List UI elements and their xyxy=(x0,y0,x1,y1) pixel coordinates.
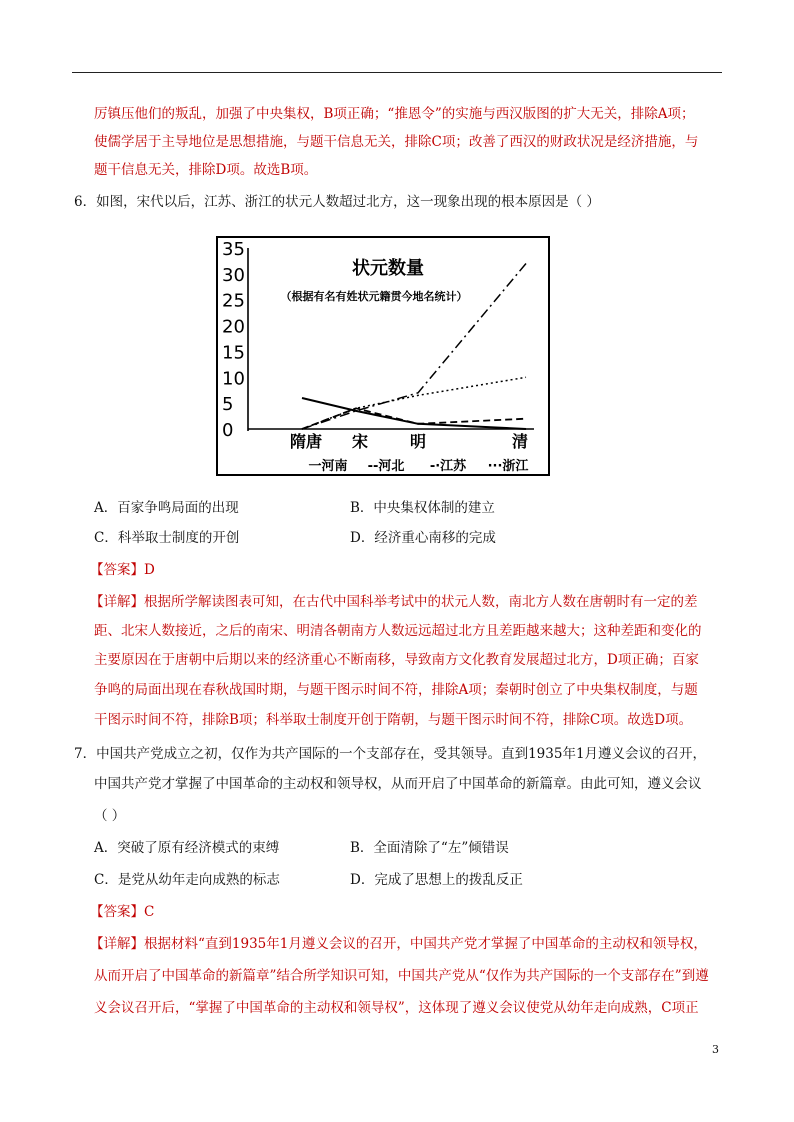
series-line-江苏 xyxy=(302,264,526,430)
y-tick-label: 25 xyxy=(222,290,245,312)
series-line-河南 xyxy=(302,398,526,429)
q6-answer-label: 【答案】 xyxy=(90,562,144,578)
q7-stem-line-1: 7．中国共产党成立之初，仅作为共产国际的一个支部存在，受其领导。直到1935年1月遵义会议的召开， xyxy=(74,746,707,762)
x-tick-label: 清 xyxy=(511,432,529,451)
q7-explain-line-3: 义会议召开后，“掌握了中国革命的主动权和领导权”，这体现了遵义会议使党从幼年走向成熟，C项正 xyxy=(94,1000,699,1016)
y-tick-label: 35 xyxy=(222,239,245,260)
x-tick-label: 明 xyxy=(409,432,427,451)
q6-explain-line-2: 距、北宋人数接近，之后的南宋、明清各朝南方人数远远超过北方且差距越来越大；这种差距和变化的 xyxy=(94,623,702,639)
x-tick-label: 隋唐 xyxy=(289,432,323,451)
q6-answer xyxy=(90,560,155,580)
q6-option-b: B．中央集权体制的建立 xyxy=(350,500,495,516)
prev-explain-line-3: 题干信息无关，排除D项。故选B项。 xyxy=(94,162,318,178)
q6-stem: 6．如图，宋代以后，江苏、浙江的状元人数超过北方，这一现象出现的根本原因是（ ） xyxy=(74,194,600,210)
q6-explain-line-3: 主要原因在于唐朝中后期以来的经济重心不断南移，导致南方文化教育发展超过北方，D项正确；百家 xyxy=(94,652,699,668)
q7-explain-line-1: 【详解】根据材料“直到1935年1月遵义会议的召开，中国共产党才掌握了中国革命的主动权和领导权， xyxy=(90,936,707,952)
q6-explain-line-1: 【详解】根据所学解读图表可知，在古代中国科举考试中的状元人数，南北方人数在唐朝时有一定的差 xyxy=(90,594,698,610)
chart-title: 状元数量 xyxy=(352,258,424,279)
q7-stem-line-3: （ ） xyxy=(94,808,126,824)
legend-entry-浙江: ···浙江 xyxy=(487,459,529,474)
legend-entry-河北: --河北 xyxy=(367,459,405,474)
y-tick-label: 10 xyxy=(222,368,245,390)
q6-option-a: A．百家争鸣局面的出现 xyxy=(94,500,239,516)
y-tick-label: 30 xyxy=(222,264,245,286)
q6-answer-value: D xyxy=(144,562,155,578)
q6-explain-line-4: 争鸣的局面出现在春秋战国时期，与题干图示时间不符，排除A项；秦朝时创立了中央集权制度，与题 xyxy=(94,682,698,698)
q7-option-d: D．完成了思想上的拨乱反正 xyxy=(350,872,523,888)
q6-option-c: C．科举取士制度的开创 xyxy=(94,530,240,546)
y-tick-label: 20 xyxy=(222,316,245,338)
q7-answer xyxy=(90,902,154,922)
y-tick-label: 0 xyxy=(222,420,234,441)
chart-subtitle: （根据有名有姓状元籍贯今地名统计） xyxy=(280,290,468,303)
y-tick-label: 5 xyxy=(222,394,234,416)
q7-answer-label: 【答案】 xyxy=(90,904,144,920)
q7-answer-value: C xyxy=(144,904,155,920)
series-line-浙江 xyxy=(302,377,526,429)
y-tick-label: 15 xyxy=(222,342,245,364)
page-number: 3 xyxy=(712,1043,719,1056)
prev-explain-line-1: 厉镇压他们的叛乱，加强了中央集权，B项正确；“推恩令”的实施与西汉版图的扩大无关，排除A项； xyxy=(94,106,695,122)
series-line-河北 xyxy=(302,408,526,429)
prev-explain-line-2: 使儒学居于主导地位是思想措施，与题干信息无关，排除C项；改善了西汉的财政状况是经济措施，与 xyxy=(94,134,699,150)
legend-entry-江苏: -·江苏 xyxy=(429,459,467,474)
q7-explain-line-2: 从而开启了中国革命的新篇章”结合所学知识可知，中国共产党从“仅作为共产国际的一个支部存在”到遵 xyxy=(94,968,709,984)
x-tick-label: 宋 xyxy=(351,432,369,451)
q7-option-b: B．全面清除了“左”倾错误 xyxy=(350,840,509,856)
q6-explain-line-5: 干图示时间不符，排除B项；科举取士制度开创于隋朝，与题干图示时间不符，排除C项。故选D项。 xyxy=(94,712,693,728)
q7-stem-line-2: 中国共产党才掌握了中国革命的主动权和领导权，从而开启了中国革命的新篇章。由此可知，遵义会议 xyxy=(94,776,702,792)
zhuangyuan-chart xyxy=(216,236,550,476)
header-rule xyxy=(72,72,722,73)
q6-option-d: D．经济重心南移的完成 xyxy=(350,530,496,546)
q7-option-c: C．是党从幼年走向成熟的标志 xyxy=(94,872,280,888)
q7-option-a: A．突破了原有经济模式的束缚 xyxy=(94,840,280,856)
chart-svg xyxy=(218,238,548,474)
legend-entry-河南: 一河南 xyxy=(308,459,348,474)
